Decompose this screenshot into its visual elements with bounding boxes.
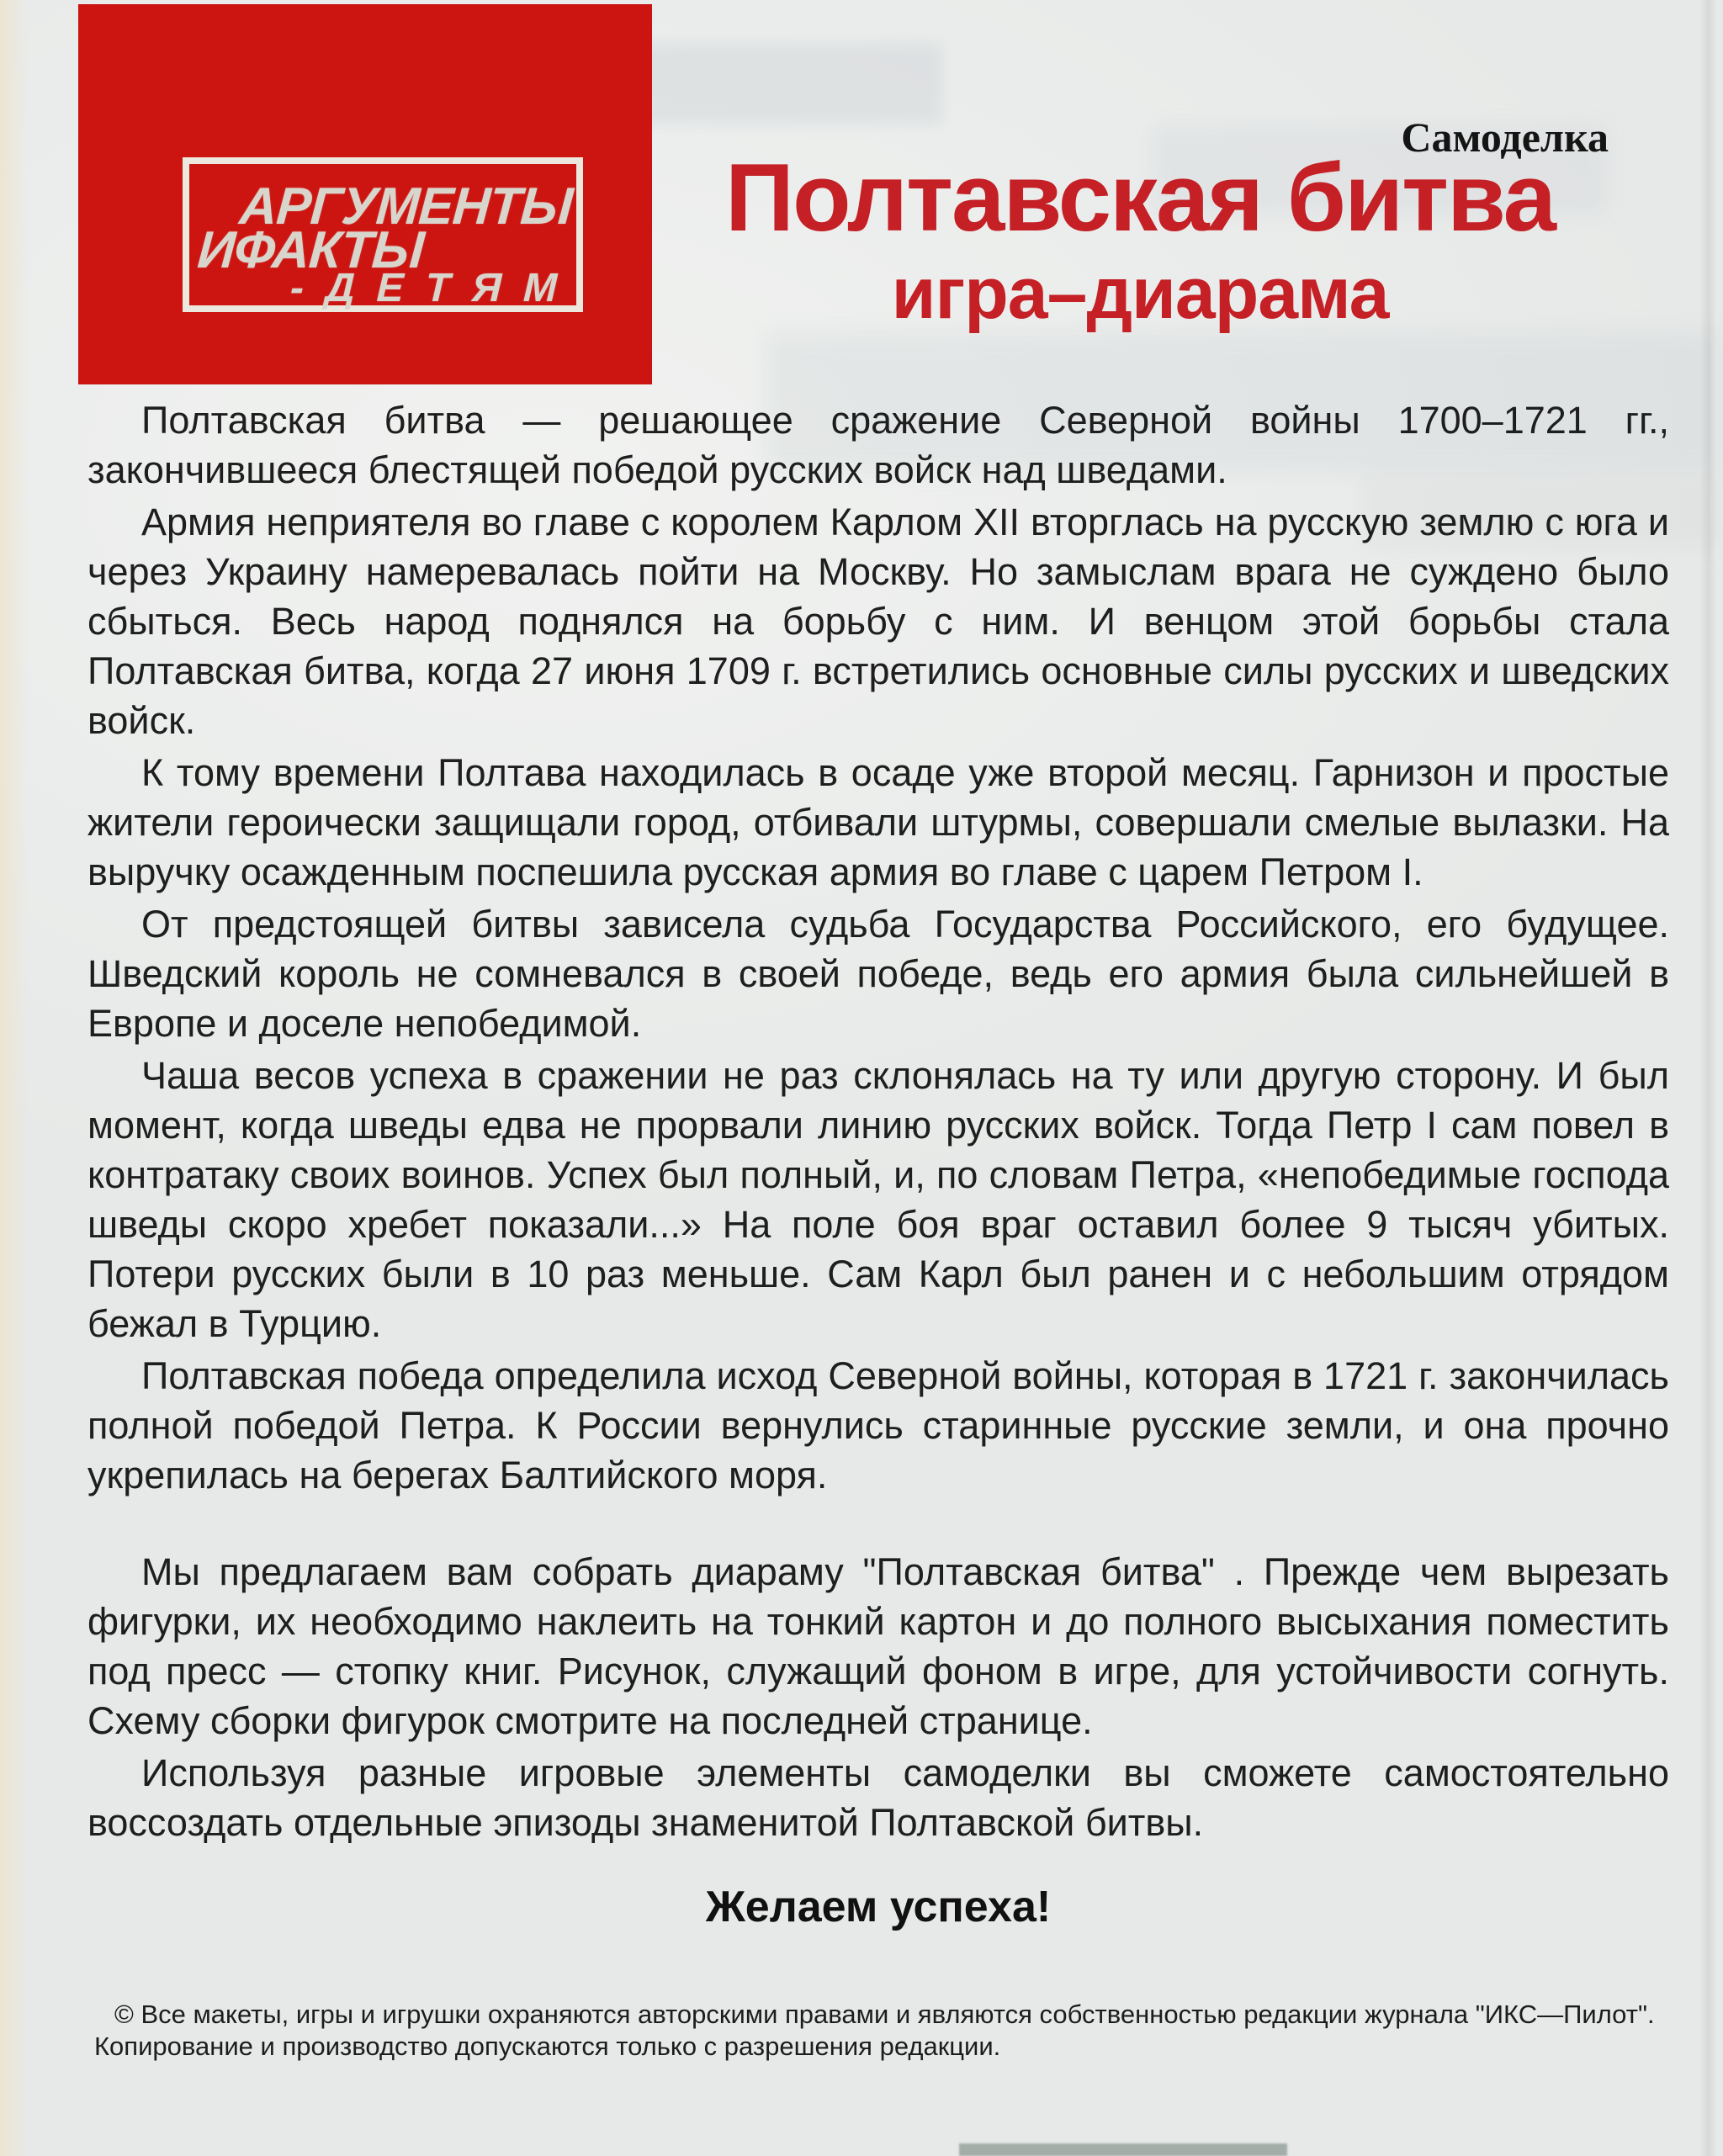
page-title: Полтавская битва xyxy=(725,145,1555,252)
magazine-logo xyxy=(78,4,652,384)
logo-text-facts: ИФАКТЫ xyxy=(195,221,426,279)
body-paragraph: Используя разные игровые элементы самоделки вы сможете самостоятельно воссоздать отдельные эпизоды знаменитой Полтавской битвы. xyxy=(87,1751,1669,1844)
title-block xyxy=(648,145,1632,334)
copyright-footer xyxy=(94,1999,1666,2063)
article-body xyxy=(87,395,1669,1932)
body-paragraph: К тому времени Полтава находилась в осаде уже второй месяц. Гарнизон и простые жители героически защищали город, отбивали штурмы, совершали смелые вылазки. На выручку осажденным поспешила русская армия во главе с царем Петром I. xyxy=(87,751,1669,893)
logo-text-arguments: АРГУМЕНТЫ xyxy=(237,177,575,236)
body-paragraph: Полтавская битва — решающее сражение Северной войны 1700–1721 гг., закончившееся блестящей победой русских войск над шведами. xyxy=(87,399,1669,491)
section-tag: Самоделка xyxy=(1401,114,1609,161)
body-paragraph: Чаша весов успеха в сражении не раз склонялась на ту или другую сторону. И был момент, когда шведы едва не прорвали линию русских войск. Тогда Петр I сам повел в контратаку своих воинов. Успех был полный, и, по словам Петра, «непобедимые господа шведы скоро хребет показали...» На поле боя враг оставил более 9 тысяч убитых. Потери русских были в 10 раз меньше. Сам Карл был ранен и с небольшим отрядом бежал в Турцию. xyxy=(87,1054,1669,1345)
logo-text-children: -ДЕТЯМ xyxy=(289,266,580,310)
body-paragraph: Армия неприятеля во главе с королем Карлом XII вторглась на русскую землю с юга и через Украину намеревалась пойти на Москву. Но замыслам врага не суждено было сбыться. Весь народ поднялся на борьбу с ним. И венцом этой борьбы стала Полтавская битва, когда 27 июня 1709 г. встретились основные силы русских и шведских войск. xyxy=(87,501,1669,742)
body-paragraph: Полтавская победа определила исход Северной войны, которая в 1721 г. закончилась полной победой Петра. К России вернулись старинные русские земли, и она прочно укрепилась на берегах Балтийского моря. xyxy=(87,1354,1669,1496)
closing-message: Желаем успеха! xyxy=(705,1883,1052,1931)
copyright-line-1: © Все макеты, игры и игрушки охраняются авторскими правами и являются собственностью редакции журнала "ИКС—Пилот". xyxy=(114,2000,1655,2029)
copyright-line-2: Копирование и производство допускаются только с разрешения редакции. xyxy=(94,2032,1001,2061)
body-paragraph: От предстоящей битвы зависела судьба Государства Российского, его будущее. Шведский король не сомневался в своей победе, ведь его армия была сильнейшей в Европе и доселе непобедимой. xyxy=(87,903,1669,1045)
page-subtitle: игра–диарама xyxy=(891,252,1389,334)
body-paragraph: Мы предлагаем вам собрать диараму "Полтавская битва" . Прежде чем вырезать фигурки, их необходимо наклеить на тонкий картон и до полного высыхания поместить под пресс — стопку книг. Рисунок, служащий фоном в игре, для устойчивости согнуть. Схему сборки фигурок смотрите на последней странице. xyxy=(87,1550,1669,1742)
scan-artifact xyxy=(959,2143,1287,2156)
